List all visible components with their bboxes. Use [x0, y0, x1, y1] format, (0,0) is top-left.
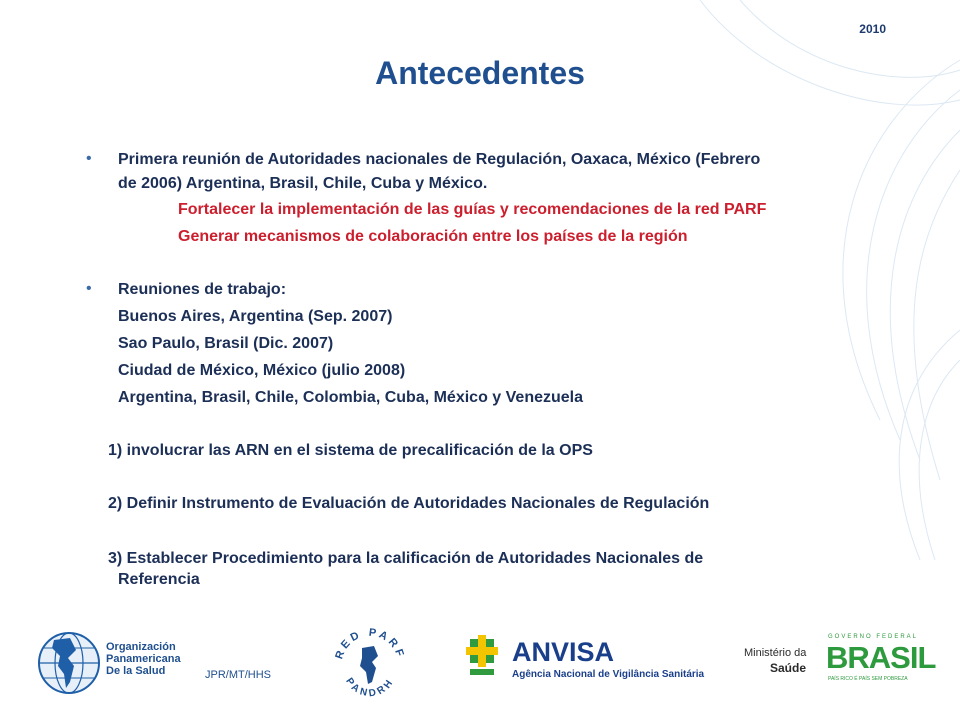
governo-brasil-logo — [826, 634, 936, 688]
anvisa-cross-icon — [466, 635, 498, 675]
bullet-icon: • — [86, 150, 92, 167]
document-code: JPR/MT/HHS — [205, 669, 271, 681]
bullet1-line2: de 2006) Argentina, Brasil, Chile, Cuba y México. — [118, 175, 488, 192]
anvisa-subtitle: Agência Nacional de Vigilância Sanitária — [512, 669, 705, 680]
brasil-top-text: GOVERNO FEDERAL — [828, 634, 919, 640]
meeting-item: Buenos Aires, Argentina (Sep. 2007) — [118, 308, 393, 325]
redparf-top-text: RED PARF — [333, 626, 407, 661]
slide-title: Antecedentes — [375, 55, 585, 91]
bullet1-line1: Primera reunión de Autoridades nacionales de Regulación, Oaxaca, México (Febrero — [118, 151, 761, 168]
numbered-item-2: 2) Definir Instrumento de Evaluación de Autoridades Nacionales de Regulación — [108, 495, 710, 512]
ops-globe-logo — [36, 630, 102, 696]
ops-line2: Panamericana — [106, 653, 181, 665]
bullet1-sub2: Generar mecanismos de colaboración entre los países de la región — [178, 228, 688, 245]
ministerio-line1: Ministério da — [744, 647, 807, 659]
meeting-item: Sao Paulo, Brasil (Dic. 2007) — [118, 335, 334, 352]
numbered-item-1: 1) involucrar las ARN en el sistema de precalificación de la OPS — [108, 442, 593, 459]
ops-name — [106, 641, 181, 677]
ministerio-line2: Saúde — [770, 661, 807, 675]
ops-line3: De la Salud — [106, 665, 166, 677]
red-parf-logo — [328, 622, 412, 706]
ministerio-saude-logo — [736, 633, 818, 687]
brasil-bottom-text: PAÍS RICO É PAÍS SEM POBREZA — [828, 676, 908, 682]
year-label: 2010 — [859, 22, 886, 36]
bullet-icon: • — [86, 280, 92, 297]
anvisa-name: ANVISA — [512, 637, 615, 667]
meeting-item: Argentina, Brasil, Chile, Colombia, Cuba, México y Venezuela — [118, 389, 584, 406]
redparf-bottom-text: PANDRH — [343, 675, 397, 700]
numbered-item-3-continued: Referencia — [118, 571, 200, 588]
bullet1-sub1: Fortalecer la implementación de las guías y recomendaciones de la red PARF — [178, 201, 767, 218]
ops-line1: Organización — [106, 641, 176, 653]
bullet2-heading: Reuniones de trabajo: — [118, 281, 287, 298]
meeting-item: Ciudad de México, México (julio 2008) — [118, 362, 406, 379]
anvisa-logo — [462, 631, 705, 687]
numbered-item-3: 3) Establecer Procedimiento para la calificación de Autoridades Nacionales de — [108, 550, 704, 567]
brasil-word: BRASIL — [826, 640, 936, 675]
